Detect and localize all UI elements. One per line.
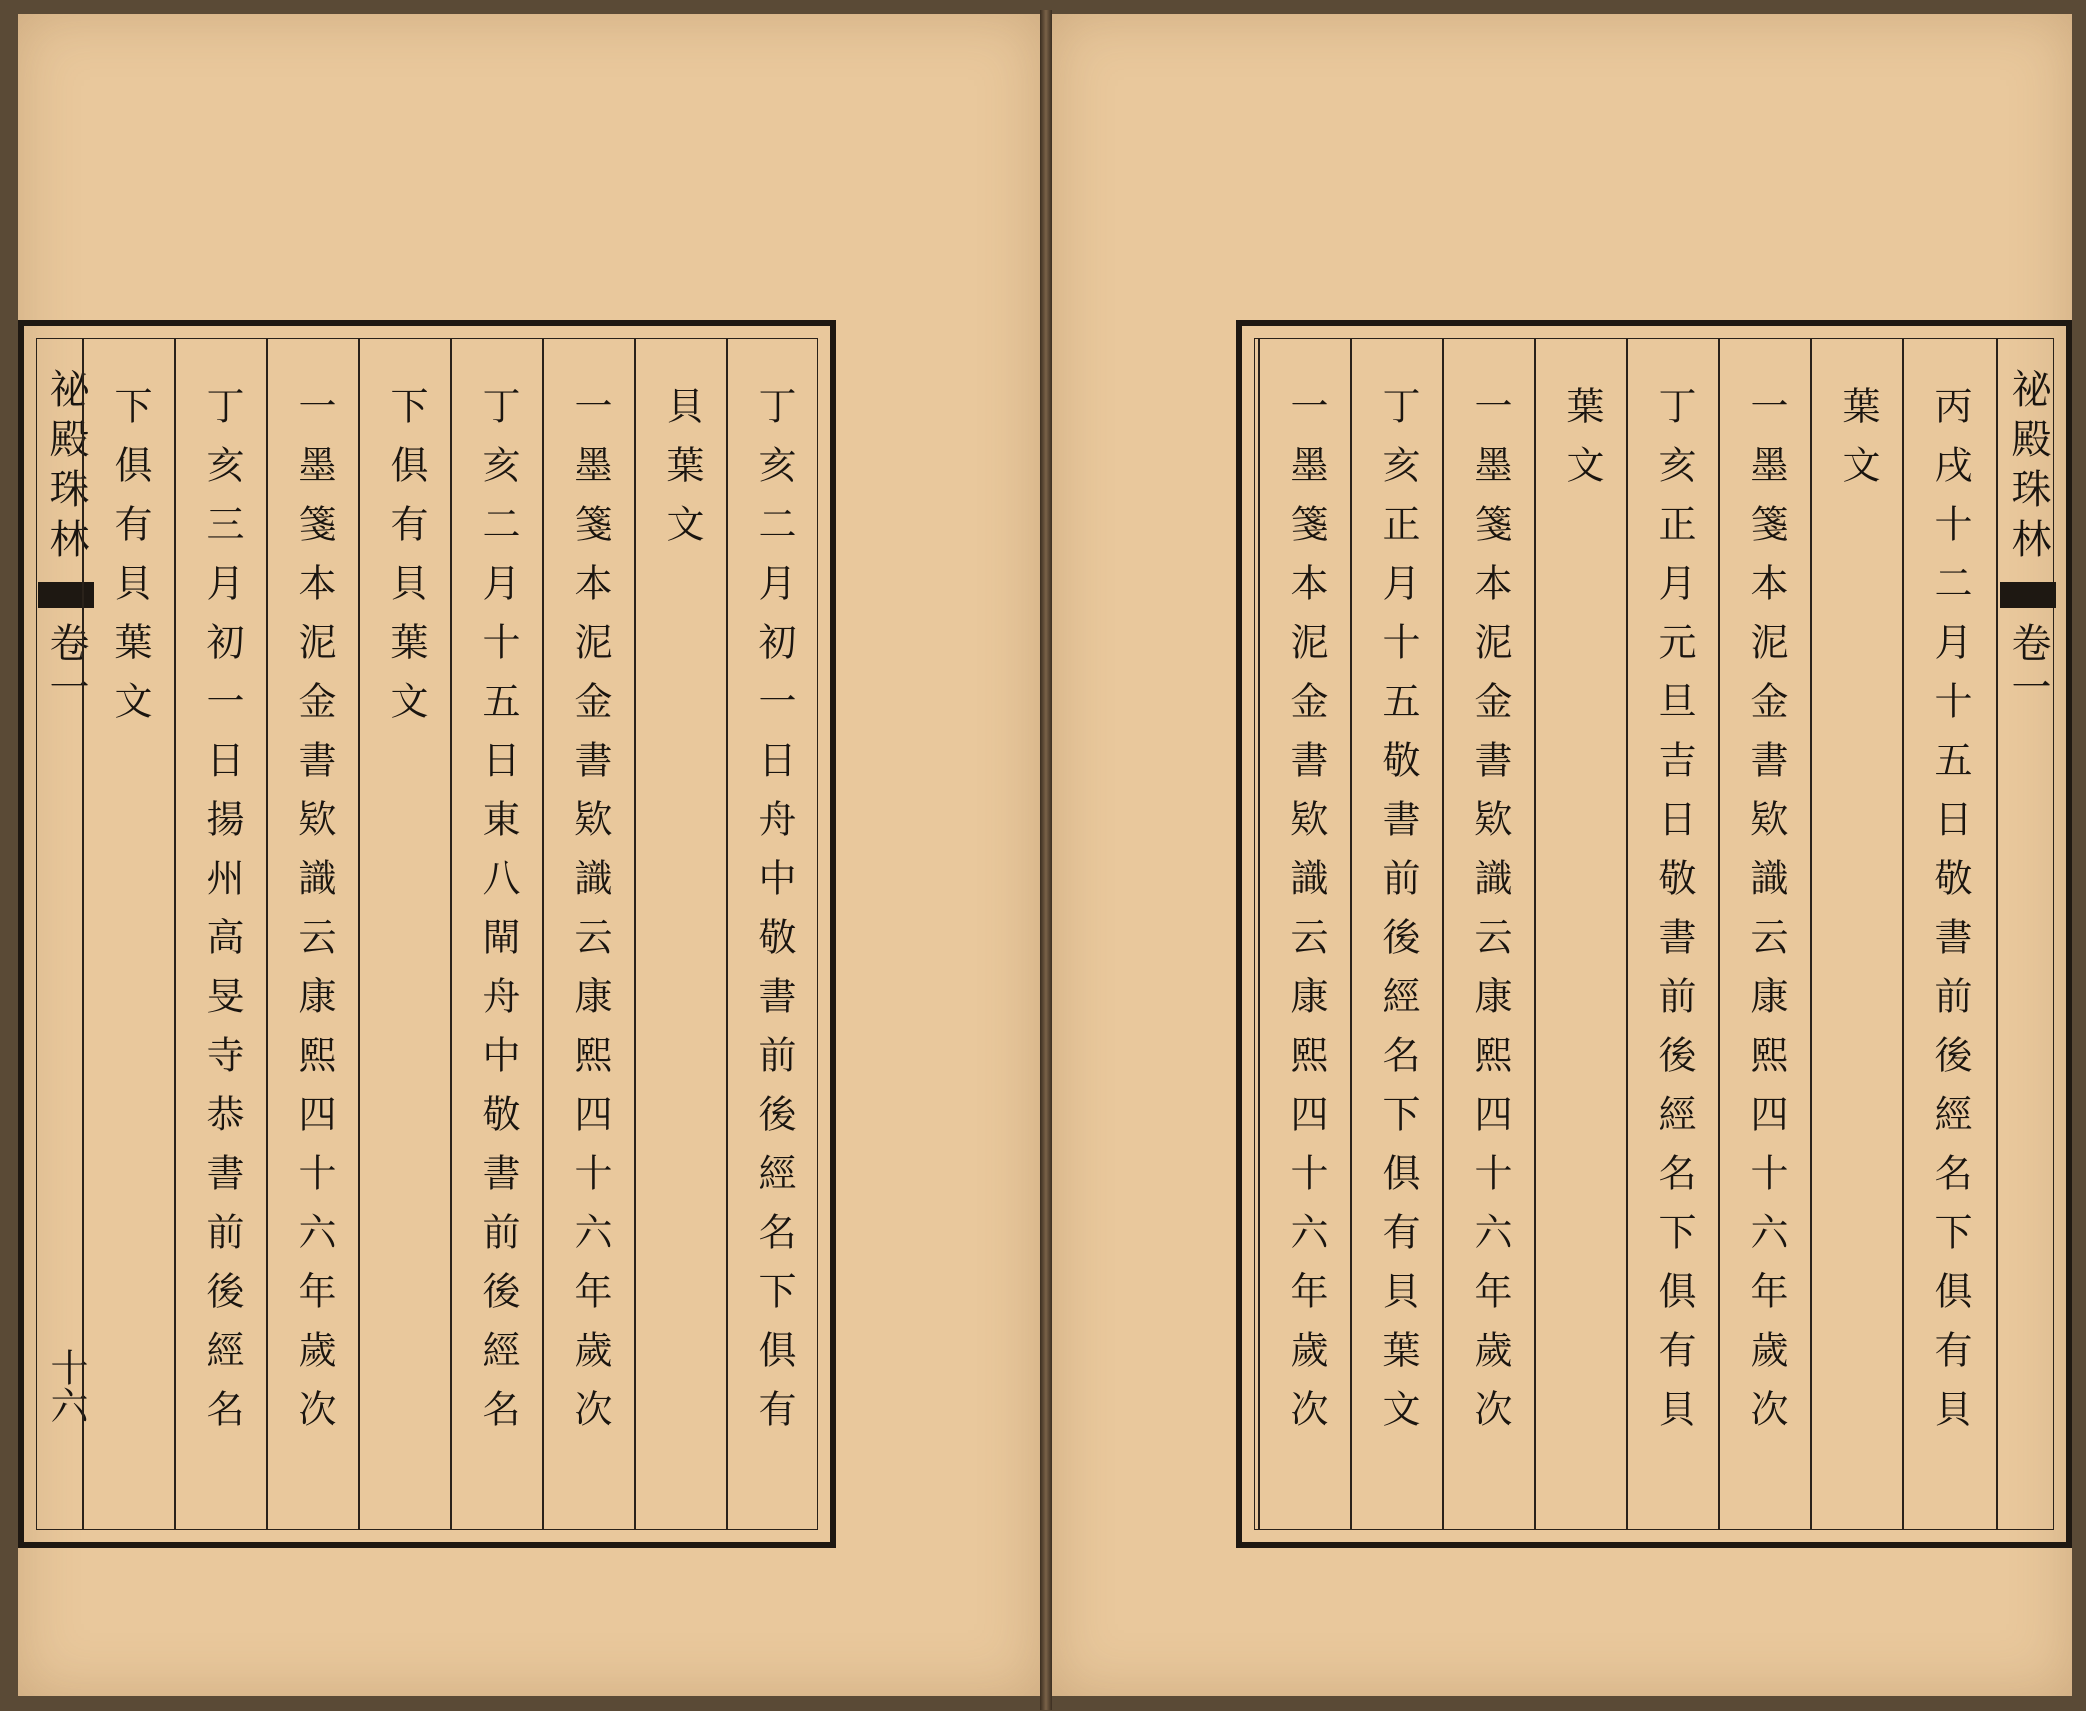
text-column: 下俱有貝葉文: [82, 338, 176, 1530]
fish-tail-mark: [2000, 582, 2056, 608]
text-column: 丁亥三月初一日揚州高旻寺恭書前後經名: [174, 338, 268, 1530]
book-title: 祕殿珠林: [2005, 368, 2051, 568]
juan-label: 卷一: [43, 622, 89, 710]
text-column: 一墨箋本泥金書欵識云康熙四十六年歲次: [1718, 338, 1812, 1530]
text-column: 丁亥二月十五日東八閘舟中敬書前後經名: [450, 338, 544, 1530]
juan-label: 卷一: [2005, 622, 2051, 710]
right-margin-column: [1996, 338, 2058, 1530]
text-column: 下俱有貝葉文: [358, 338, 452, 1530]
book-gutter: [1040, 10, 1052, 1710]
left-text-frame: [18, 320, 836, 1548]
text-column: 一墨箋本泥金書欵識云康熙四十六年歲次: [1258, 338, 1352, 1530]
text-column: 一墨箋本泥金書欵識云康熙四十六年歲次: [1442, 338, 1536, 1530]
text-column: 葉文: [1810, 338, 1904, 1530]
text-column: 丁亥二月初一日舟中敬書前後經名下俱有: [726, 338, 820, 1530]
text-column: 丙戌十二月十五日敬書前後經名下俱有貝: [1902, 338, 1996, 1530]
text-column: 葉文: [1534, 338, 1628, 1530]
text-column: 丁亥正月十五敬書前後經名下俱有貝葉文: [1350, 338, 1444, 1530]
text-column: 一墨箋本泥金書欵識云康熙四十六年歲次: [266, 338, 360, 1530]
right-text-frame: [1236, 320, 2072, 1548]
text-column: 一墨箋本泥金書欵識云康熙四十六年歲次: [542, 338, 636, 1530]
text-column: 貝葉文: [634, 338, 728, 1530]
book-title: 祕殿珠林: [43, 368, 89, 568]
page-number: 十六: [44, 1348, 88, 1424]
text-column: 丁亥正月元旦吉日敬書前後經名下俱有貝: [1626, 338, 1720, 1530]
